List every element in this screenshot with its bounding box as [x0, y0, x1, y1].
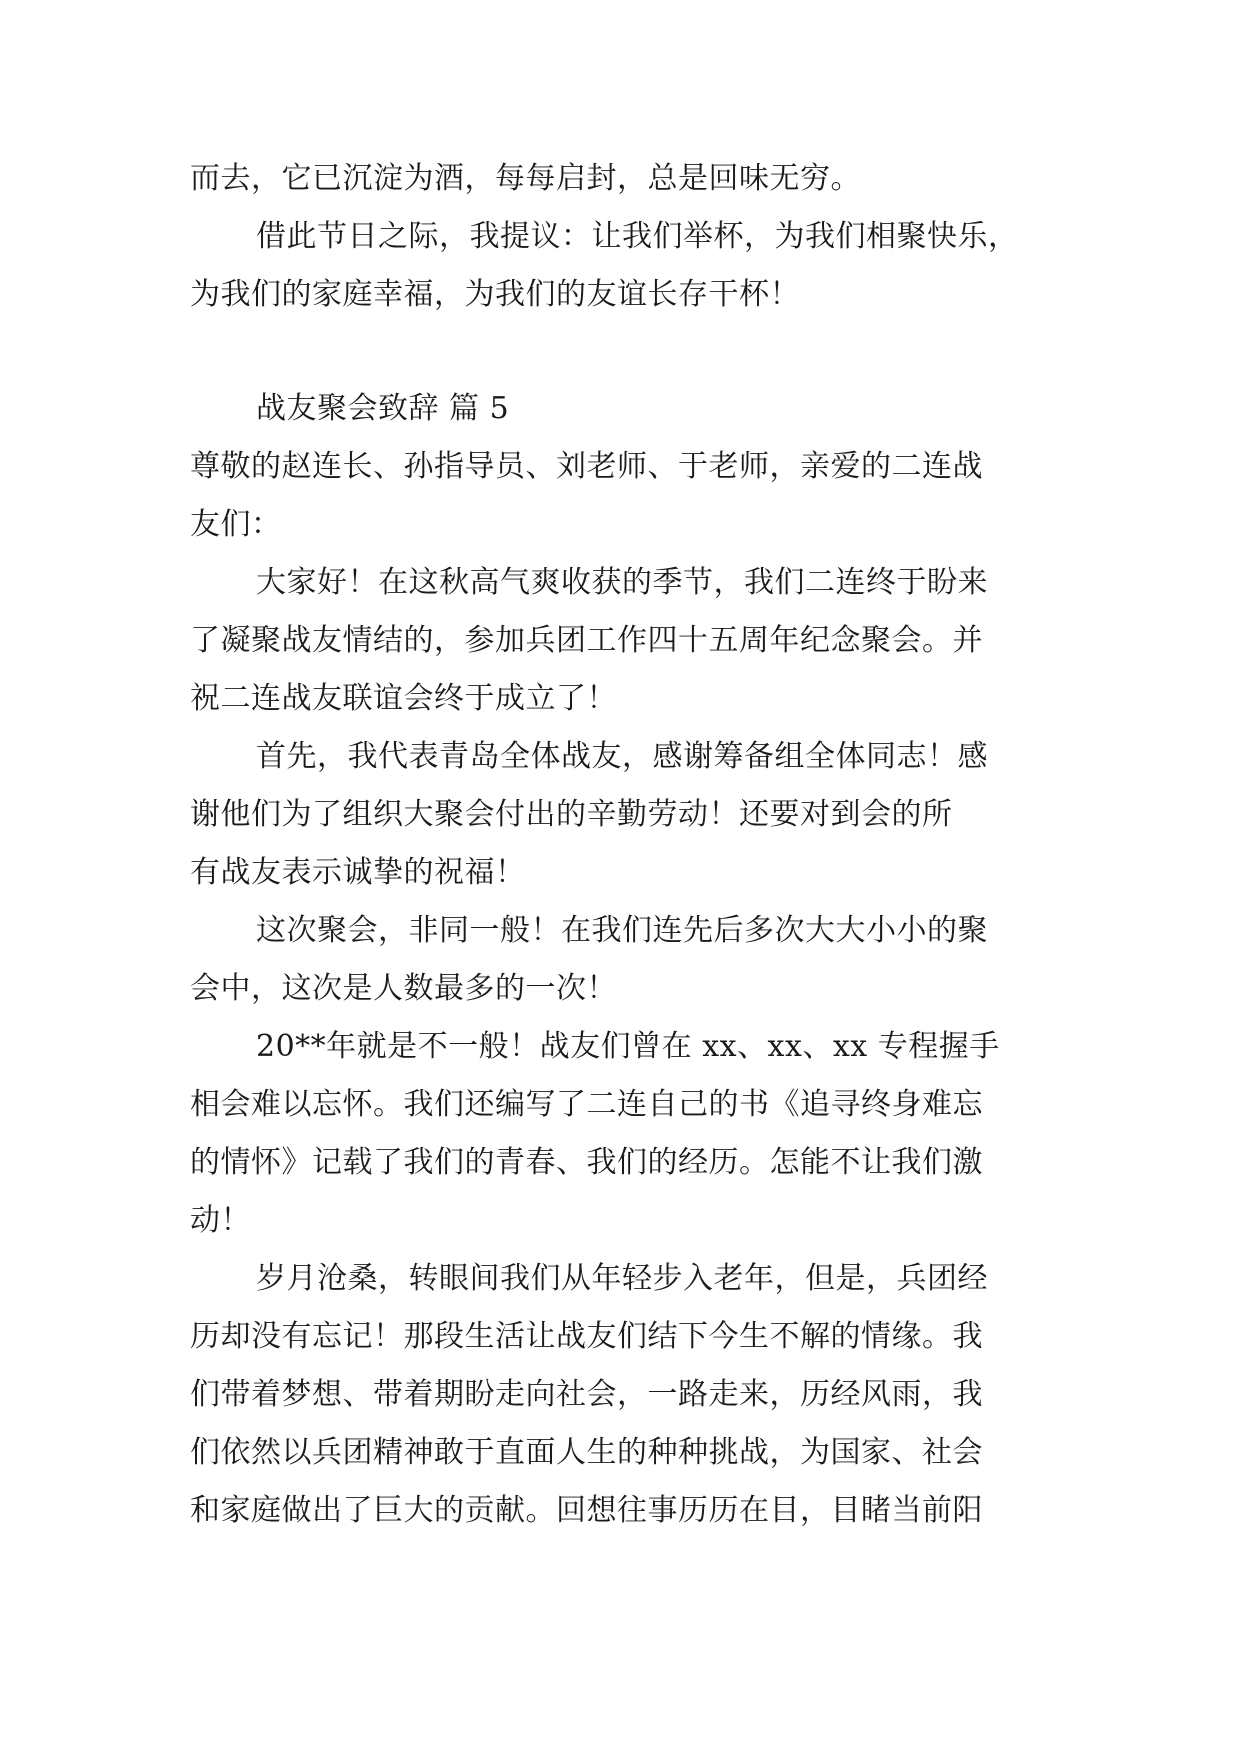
text-line: 和家庭做出了巨大的贡献。回想往事历历在目，目睹当前阳	[190, 1493, 983, 1528]
text-line: 大家好！在这秋高气爽收获的季节，我们二连终于盼来	[256, 565, 988, 600]
section-gap	[190, 324, 1050, 380]
text-line: 借此节日之际，我提议：让我们举杯，为我们相聚快乐，	[256, 219, 1019, 254]
text-line: 谢他们为了组织大聚会付出的辛勤劳动！还要对到会的所	[190, 797, 953, 832]
section-heading: 战友聚会致辞 篇 5	[256, 391, 510, 426]
text-line: 了凝聚战友情结的，参加兵团工作四十五周年纪念聚会。并	[190, 623, 983, 658]
text-line: 们依然以兵团精神敢于直面人生的种种挑战，为国家、社会	[190, 1435, 983, 1470]
text-line: 而去，它已沉淀为酒，每每启封，总是回味无穷。	[190, 161, 861, 196]
text-line: 为我们的家庭幸福，为我们的友谊长存干杯！	[190, 277, 800, 312]
text-line: 有战友表示诚挚的祝福！	[190, 855, 526, 890]
text-line: 的情怀》记载了我们的青春、我们的经历。怎能不让我们激	[190, 1145, 983, 1180]
text-line: 动！	[190, 1203, 251, 1238]
text-line: 首先，我代表青岛全体战友，感谢筹备组全体同志！感	[256, 739, 988, 774]
document-body	[190, 150, 1050, 1540]
text-line: 20**年就是不一般！战友们曾在 xx、xx、xx 专程握手	[256, 1029, 1000, 1064]
text-line: 们带着梦想、带着期盼走向社会，一路走来，历经风雨，我	[190, 1377, 983, 1412]
text-line: 岁月沧桑，转眼间我们从年轻步入老年，但是，兵团经	[256, 1261, 988, 1296]
text-line: 祝二连战友联谊会终于成立了！	[190, 681, 617, 716]
text-line: 相会难以忘怀。我们还编写了二连自己的书《追寻终身难忘	[190, 1087, 983, 1122]
text-line: 历却没有忘记！那段生活让战友们结下今生不解的情缘。我	[190, 1319, 983, 1354]
text-line: 这次聚会，非同一般！在我们连先后多次大大小小的聚	[256, 913, 988, 948]
text-line: 会中，这次是人数最多的一次！	[190, 971, 617, 1006]
text-line: 友们：	[190, 507, 282, 542]
text-line: 尊敬的赵连长、孙指导员、刘老师、于老师，亲爱的二连战	[190, 449, 983, 484]
